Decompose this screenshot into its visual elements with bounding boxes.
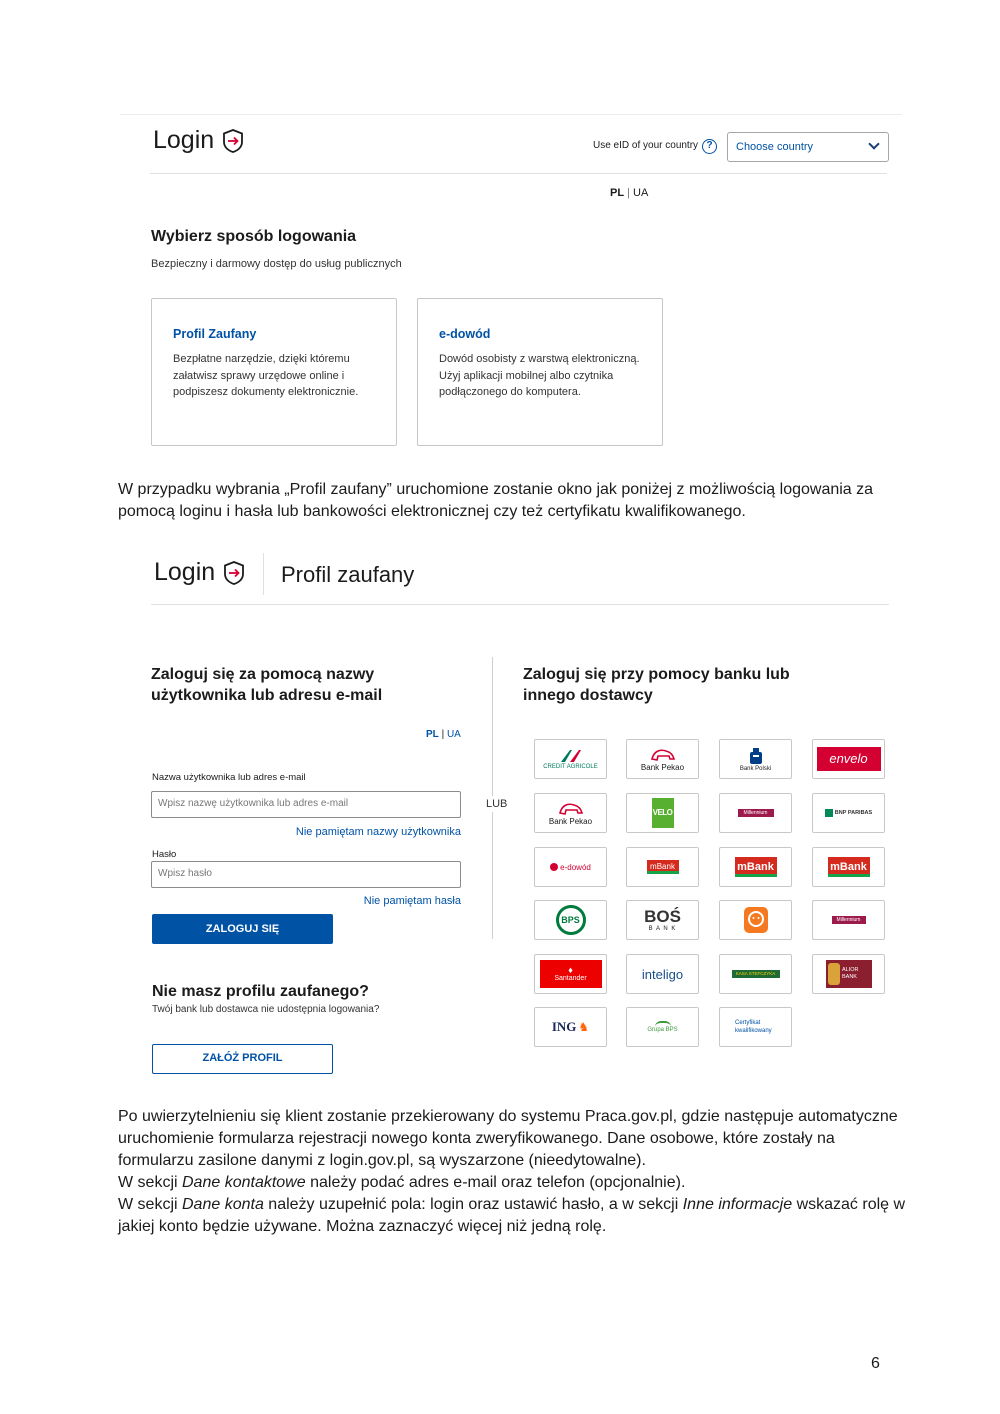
provider-kasa-stefczyka[interactable] xyxy=(719,954,792,994)
provider-ing[interactable] xyxy=(534,1007,607,1047)
login-arrow-icon xyxy=(223,561,245,585)
provider-mbank[interactable] xyxy=(812,847,885,887)
paragraph-2-line-1: Po uwierzytelnieniu się klient zostanie przekierowany do systemu Praca.gov.pl, gdzie następuje automatyczne uruchomienie formularza rejestracji nowego konta zweryfikowanego. Dane osobowe, które zostały na formularzu zasilone danymi z login.gov.pl, są wyszarzone (nieedytowalne). xyxy=(118,1108,898,1169)
lang-separator: | xyxy=(627,187,630,199)
or-label: LUB xyxy=(486,798,508,810)
no-profile-subheading: Twój bank lub dostawca nie udostępnia logowania? xyxy=(152,1004,380,1015)
paragraph-1: W przypadku wybrania „Profil zaufany” uruchomione zostanie okno jak poniżej z możliwością logowania za pomocą loginu i hasła lub bankowości elektronicznej czy też certyfikatu kwalifikowanego. xyxy=(118,481,874,520)
paragraph-2 xyxy=(118,1106,908,1238)
paragraph-2-line-3 xyxy=(118,1194,908,1238)
provider-alior-bank[interactable] xyxy=(812,954,885,994)
forgot-username-link[interactable]: Nie pamiętam nazwy użytkownika xyxy=(295,826,461,838)
password-input[interactable] xyxy=(151,861,461,888)
provider-e-dowod[interactable] xyxy=(534,847,607,887)
provider-name: Millennium xyxy=(832,916,866,924)
provider-pko-bank-polski[interactable] xyxy=(719,739,792,779)
provider-credit-agricole[interactable] xyxy=(534,739,607,779)
bison-icon xyxy=(650,747,676,763)
lang-pl[interactable]: PL xyxy=(610,187,625,199)
lang-ua[interactable]: UA xyxy=(633,187,649,199)
login-button[interactable]: ZALOGUJ SIĘ xyxy=(152,914,333,944)
provider-name: envelo xyxy=(817,747,881,771)
country-select-value: Choose country xyxy=(736,141,814,153)
screenshot-1-top-border xyxy=(120,114,902,115)
login-method-heading: Wybierz sposób logowania xyxy=(151,228,357,245)
provider-bos[interactable] xyxy=(626,900,699,940)
provider-name: ING xyxy=(551,1019,577,1034)
provider-subname: B A N K xyxy=(648,925,677,932)
header-separator xyxy=(263,553,264,595)
provider-name: BOŚ xyxy=(644,906,681,926)
lang-pl[interactable]: PL xyxy=(426,729,439,740)
edowod-dot-icon xyxy=(550,863,558,871)
provider-name: Bank Polski xyxy=(739,765,772,772)
password-placeholder: Wpisz hasło xyxy=(158,868,212,879)
username-label: Nazwa użytkownika lub adres e-mail xyxy=(152,772,306,783)
screenshot-2-divider xyxy=(151,604,889,605)
lang-separator: | xyxy=(441,729,445,740)
eid-label: Use eID of your country xyxy=(593,140,699,151)
login-user-heading: Zaloguj się za pomocą nazwy użytkownika lub adresu e-mail xyxy=(151,666,383,704)
page-number: 6 xyxy=(871,1355,880,1372)
provider-name: inteligo xyxy=(641,966,684,982)
provider-bps[interactable] xyxy=(534,900,607,940)
provider-name: Bank Pekao xyxy=(640,762,685,772)
card-profil-zaufany[interactable] xyxy=(151,298,397,446)
username-input[interactable] xyxy=(151,791,461,818)
text: wskazać rolę w jakiej konto będzie używane. Można zaznaczyć więcej niż jedną rolę. xyxy=(118,1196,906,1235)
username-placeholder: Wpisz nazwę użytkownika lub adres e-mail xyxy=(158,798,349,809)
login-logo-text: Login xyxy=(154,558,216,586)
card-e-dowod[interactable] xyxy=(417,298,663,446)
provider-santander[interactable] xyxy=(534,954,607,994)
italic-term: Dane kontaktowe xyxy=(182,1174,306,1191)
edowod-logo xyxy=(550,863,591,872)
santander-logo xyxy=(540,960,602,988)
card-title: Profil Zaufany xyxy=(173,327,257,341)
login-logo[interactable] xyxy=(153,126,244,155)
language-switch xyxy=(610,187,648,199)
provider-envelo[interactable] xyxy=(812,739,885,779)
provider-grupa-bps[interactable] xyxy=(626,1007,699,1047)
text: należy uzupełnić pola: login oraz ustawić hasło, a w sekcji xyxy=(263,1196,683,1213)
card-description: Dowód osobisty z warstwą elektroniczną. Użyj aplikacji mobilnej albo czytnika podłączonego do komputera. xyxy=(439,353,640,398)
credit-agricole-logo-icon xyxy=(558,748,584,764)
provider-bank-pekao[interactable] xyxy=(626,739,699,779)
login-method-subheading: Bezpieczny i darmowy dostęp do usług publicznych xyxy=(151,258,402,270)
paragraph-2-line-2 xyxy=(118,1172,908,1194)
alior-logo xyxy=(826,960,872,988)
pko-piggy-icon xyxy=(747,746,765,766)
provider-mbank[interactable] xyxy=(626,847,699,887)
screenshot-1-divider xyxy=(150,173,887,174)
country-select[interactable] xyxy=(727,132,889,162)
help-icon[interactable]: ? xyxy=(702,139,717,154)
card-title: e-dowód xyxy=(439,327,491,341)
forgot-password-link[interactable]: Nie pamiętam hasła xyxy=(363,895,461,907)
text: W sekcji xyxy=(118,1196,182,1213)
alior-lion-icon xyxy=(828,963,841,985)
provider-name: Grupa BPS xyxy=(647,1026,678,1033)
provider-certyfikat-kwalifikowany[interactable] xyxy=(719,1007,792,1047)
login-logo[interactable] xyxy=(154,558,245,587)
provider-millennium[interactable] xyxy=(812,900,885,940)
provider-lion[interactable] xyxy=(719,900,792,940)
login-bank-heading: Zaloguj się przy pomocy banku lub innego dostawcy xyxy=(523,666,790,704)
italic-term: Inne informacje xyxy=(682,1196,793,1213)
provider-name: ALIOR BANK xyxy=(842,967,859,980)
provider-name: Millennium xyxy=(738,809,774,817)
login-arrow-icon xyxy=(222,129,244,153)
provider-bank-pekao[interactable] xyxy=(534,793,607,833)
card-description: Bezpłatne narzędzie, dzięki któremu załatwisz sprawy urzędowe online i podpiszesz dokumenty elektronicznie. xyxy=(173,353,359,398)
ing-lion-icon: ♞ xyxy=(578,1020,590,1034)
password-label: Hasło xyxy=(152,849,177,860)
provider-name: e-dowód xyxy=(560,862,591,872)
bnp-logo xyxy=(825,809,872,817)
bnp-square-icon xyxy=(825,809,833,817)
provider-millennium[interactable] xyxy=(719,793,792,833)
no-profile-heading: Nie masz profilu zaufanego? xyxy=(152,983,369,1000)
provider-name: CREDIT AGRICOLE xyxy=(543,763,598,770)
provider-name: Certyfikat xyxy=(735,1020,761,1026)
text: należy podać adres e-mail oraz telefon (opcjonalnie). xyxy=(305,1174,686,1191)
provider-name: mBank xyxy=(647,860,679,874)
provider-name: Bank Pekao xyxy=(548,816,593,826)
language-switch xyxy=(426,729,461,740)
page-title: Profil zaufany xyxy=(281,562,415,587)
provider-name: KASA STEFCZYKA xyxy=(732,970,780,978)
provider-name: Santander xyxy=(554,975,587,982)
lang-ua[interactable]: UA xyxy=(446,729,461,740)
provider-name: VELO xyxy=(652,798,674,828)
provider-name: BPS xyxy=(556,905,586,935)
chevron-down-icon xyxy=(868,138,879,149)
provider-velo[interactable] xyxy=(626,793,699,833)
login-logo-text: Login xyxy=(153,126,215,154)
flame-icon: ♦ xyxy=(568,965,573,975)
provider-inteligo[interactable] xyxy=(626,954,699,994)
provider-bnp-paribas[interactable] xyxy=(812,793,885,833)
lion-icon xyxy=(743,906,769,934)
provider-name: mBank xyxy=(828,857,870,877)
create-profile-button[interactable]: ZAŁÓŻ PROFIL xyxy=(152,1044,333,1074)
bison-icon xyxy=(558,801,584,817)
text: W sekcji xyxy=(118,1174,182,1191)
italic-term: Dane konta xyxy=(182,1196,264,1213)
provider-mbank[interactable] xyxy=(719,847,792,887)
provider-name: BNP PARIBAS xyxy=(834,810,873,816)
provider-subname: kwalifikowany xyxy=(735,1028,772,1034)
provider-name: mBank xyxy=(735,857,777,877)
ing-logo xyxy=(552,1019,589,1035)
